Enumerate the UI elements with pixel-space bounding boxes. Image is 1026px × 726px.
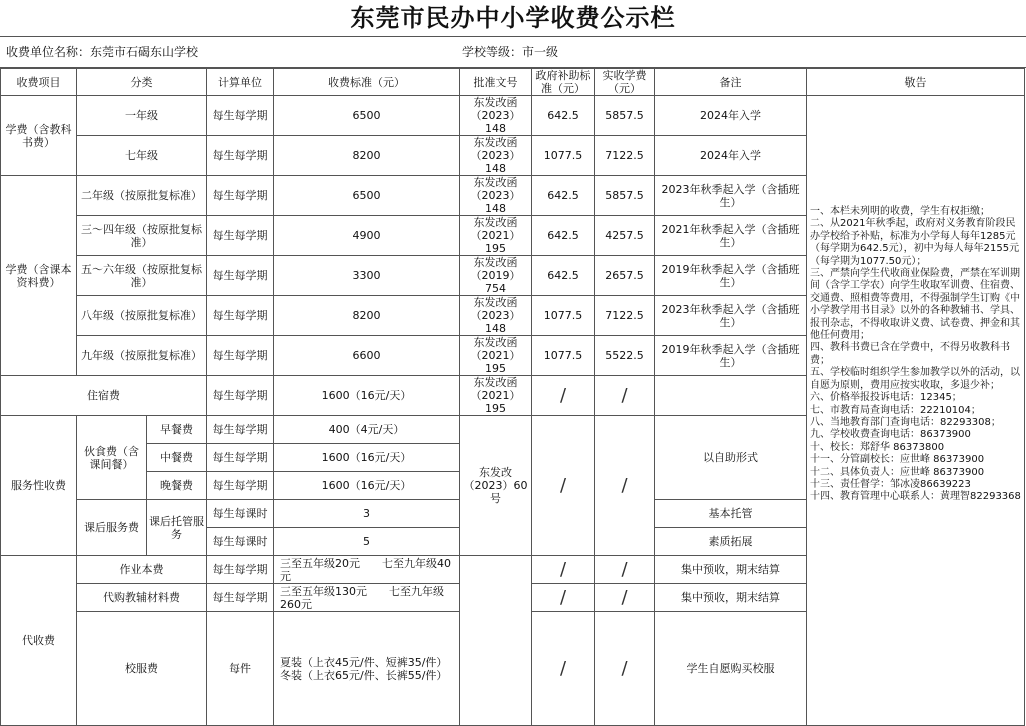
header-unit: 计算单位 (207, 69, 274, 96)
standard-cell: 5 (274, 528, 460, 556)
unit-cell: 每生每学期 (207, 336, 274, 376)
notice-text: 一、本栏未列明的收费，学生有权拒缴； 二、从2021年秋季起，政府对义务教育阶段民办学校给予补贴，标准为小学每人每年1285元（每学期为642.5元），初中为每人每年2155元（每学期为1077.50元）； 三、严禁向学生代收商业保险费，严禁在军训期间（含学工学农）向学生收取军训费、住宿费、交通费、照相费等费用，不得强制学生订购《中小学教学用书目录》以外的各种教辅书、学具、报刊杂志，不得收取讲义费、试卷费、押金和其他任何费用； 四、教科书费已含在学费中，不得另收教科书费； 五、学校临时组织学生参加教学以外的活动，以自愿为原则，费用应按实收取，多退少补； 六、价格举报投诉电话：12345； 七、市教育局查询电话：22210104； 八、当地教育部门查询电话：82293308； 九、学校收费查询电话：86373900 十、校长：郑舒华 86373800 十一、分管副校长：应世峰 86373900 十二、具体负责人：应世峰 86373900 十三、责任督学：邹冰凌86639223 十四、教育管理中心联系人：黄理智82293368 (807, 96, 1025, 726)
header-subsidy: 政府补助标准（元） (532, 69, 595, 96)
service-approval: 东发改（2023）60号 (460, 416, 532, 556)
subsidy-cell: 1077.5 (532, 296, 595, 336)
unit-cell: 每生每学期 (207, 136, 274, 176)
subsidy-cell: 642.5 (532, 96, 595, 136)
header-row (1, 69, 1025, 96)
item-tuition-materials: 学费（含课本资料费） (1, 176, 77, 376)
standard-cell: 3300 (274, 256, 460, 296)
category-cell: 七年级 (77, 136, 207, 176)
unit-cell: 每件 (207, 612, 274, 726)
category-cell: 作业本费 (77, 556, 207, 584)
category-cell: 二年级（按原批复标准） (77, 176, 207, 216)
unit-cell: 每生每学期 (207, 556, 274, 584)
subsidy-cell: / (532, 416, 595, 556)
subsidy-cell: / (532, 556, 595, 584)
item-collect-fee: 代收费 (1, 556, 77, 726)
standard-cell: 1600（16元/天） (274, 472, 460, 500)
note-cell: 2023年秋季起入学（含插班生） (655, 176, 807, 216)
standard-cell: 6600 (274, 336, 460, 376)
unit-cell: 每生每学期 (207, 216, 274, 256)
note-cell: 集中预收，期末结算 (655, 584, 807, 612)
standard-cell: 400（4元/天） (274, 416, 460, 444)
category-cell: 晚餐费 (147, 472, 207, 500)
subsidy-cell: 642.5 (532, 256, 595, 296)
approval-cell (460, 556, 532, 726)
subsidy-cell: / (532, 376, 595, 416)
header-category: 分类 (77, 69, 207, 96)
category-cell: 九年级（按原批复标准） (77, 336, 207, 376)
category-cell: 代购教辅材料费 (77, 584, 207, 612)
header-item: 收费项目 (1, 69, 77, 96)
approval-cell: 东发改函（2019）754 (460, 256, 532, 296)
standard-cell: 6500 (274, 96, 460, 136)
category-cell: 中餐费 (147, 444, 207, 472)
category-cell: 校服费 (77, 612, 207, 726)
actual-cell: 7122.5 (595, 136, 655, 176)
subsidy-cell: 1077.5 (532, 136, 595, 176)
standard-cell: 4900 (274, 216, 460, 256)
actual-cell: / (595, 612, 655, 726)
approval-cell: 东发改函（2021）195 (460, 336, 532, 376)
school-grade: 学校等级：市一级 (462, 45, 559, 59)
note-cell: 基本托管 (655, 500, 807, 528)
approval-cell: 东发改函（2023）148 (460, 96, 532, 136)
category-cell: 八年级（按原批复标准） (77, 296, 207, 336)
standard-cell: 6500 (274, 176, 460, 216)
note-cell: 2019年秋季起入学（含插班生） (655, 256, 807, 296)
subsidy-cell: 642.5 (532, 176, 595, 216)
unit-cell: 每生每学期 (207, 472, 274, 500)
header-note: 备注 (655, 69, 807, 96)
note-cell (655, 376, 807, 416)
header-actual: 实收学费（元） (595, 69, 655, 96)
actual-cell: / (595, 556, 655, 584)
unit-cell: 每生每学期 (207, 416, 274, 444)
note-cell: 2023年秋季起入学（含插班生） (655, 296, 807, 336)
approval-cell: 东发改函（2023）148 (460, 296, 532, 336)
subsidy-cell: / (532, 612, 595, 726)
unit-cell: 每生每学期 (207, 96, 274, 136)
unit-cell: 每生每课时 (207, 500, 274, 528)
unit-cell: 每生每学期 (207, 376, 274, 416)
page-title: 东莞市民办中小学收费公示栏 (0, 0, 1026, 37)
approval-cell: 东发改函（2021）195 (460, 216, 532, 256)
note-cell: 2024年入学 (655, 136, 807, 176)
unit-cell: 每生每学期 (207, 296, 274, 336)
item-lodging: 住宿费 (1, 376, 207, 416)
unit-cell: 每生每课时 (207, 528, 274, 556)
subsidy-cell: 1077.5 (532, 336, 595, 376)
standard-cell: 三至五年级20元 七至九年级40元 (274, 556, 460, 584)
actual-cell: / (595, 584, 655, 612)
standard-cell: 夏装（上衣45元/件、短裤35/件） 冬装（上衣65元/件、长裤55/件） (274, 612, 460, 726)
subsidy-cell: 642.5 (532, 216, 595, 256)
standard-cell: 3 (274, 500, 460, 528)
note-cell: 学生自愿购买校服 (655, 612, 807, 726)
charging-unit: 收费单位名称：东莞市石碣东山学校 (6, 45, 199, 59)
item-tuition-textbook: 学费（含教科书费） (1, 96, 77, 176)
note-cell: 集中预收，期末结算 (655, 556, 807, 584)
approval-cell: 东发改函（2023）148 (460, 176, 532, 216)
actual-cell: 4257.5 (595, 216, 655, 256)
school-info-bar (0, 37, 1026, 68)
unit-cell: 每生每学期 (207, 444, 274, 472)
actual-cell: / (595, 376, 655, 416)
note-cell: 素质拓展 (655, 528, 807, 556)
meal-group: 伙食费（含课间餐） (77, 416, 147, 500)
after-school-sub: 课后托管服务 (147, 500, 207, 556)
actual-cell: 5522.5 (595, 336, 655, 376)
note-cell: 2019年秋季起入学（含插班生） (655, 336, 807, 376)
approval-cell: 东发改函（2021）195 (460, 376, 532, 416)
standard-cell: 三至五年级130元 七至九年级260元 (274, 584, 460, 612)
category-cell: 五～六年级（按原批复标准） (77, 256, 207, 296)
fee-table (0, 68, 1025, 726)
standard-cell: 8200 (274, 296, 460, 336)
standard-cell: 1600（16元/天） (274, 444, 460, 472)
category-cell: 三～四年级（按原批复标准） (77, 216, 207, 256)
category-cell: 一年级 (77, 96, 207, 136)
header-standard: 收费标准（元） (274, 69, 460, 96)
header-notice: 敬告 (807, 69, 1025, 96)
item-service-fee: 服务性收费 (1, 416, 77, 556)
standard-cell: 1600（16元/天） (274, 376, 460, 416)
unit-cell: 每生每学期 (207, 584, 274, 612)
unit-cell: 每生每学期 (207, 176, 274, 216)
meal-note: 以自助形式 (655, 416, 807, 500)
category-cell: 早餐费 (147, 416, 207, 444)
note-cell: 2021年秋季起入学（含插班生） (655, 216, 807, 256)
table-row (1, 96, 1025, 136)
standard-cell: 8200 (274, 136, 460, 176)
subsidy-cell: / (532, 584, 595, 612)
actual-cell: 5857.5 (595, 96, 655, 136)
unit-cell: 每生每学期 (207, 256, 274, 296)
after-school-group: 课后服务费 (77, 500, 147, 556)
actual-cell: 2657.5 (595, 256, 655, 296)
actual-cell: / (595, 416, 655, 556)
approval-cell: 东发改函（2023）148 (460, 136, 532, 176)
header-approval: 批准文号 (460, 69, 532, 96)
note-cell: 2024年入学 (655, 96, 807, 136)
actual-cell: 7122.5 (595, 296, 655, 336)
actual-cell: 5857.5 (595, 176, 655, 216)
